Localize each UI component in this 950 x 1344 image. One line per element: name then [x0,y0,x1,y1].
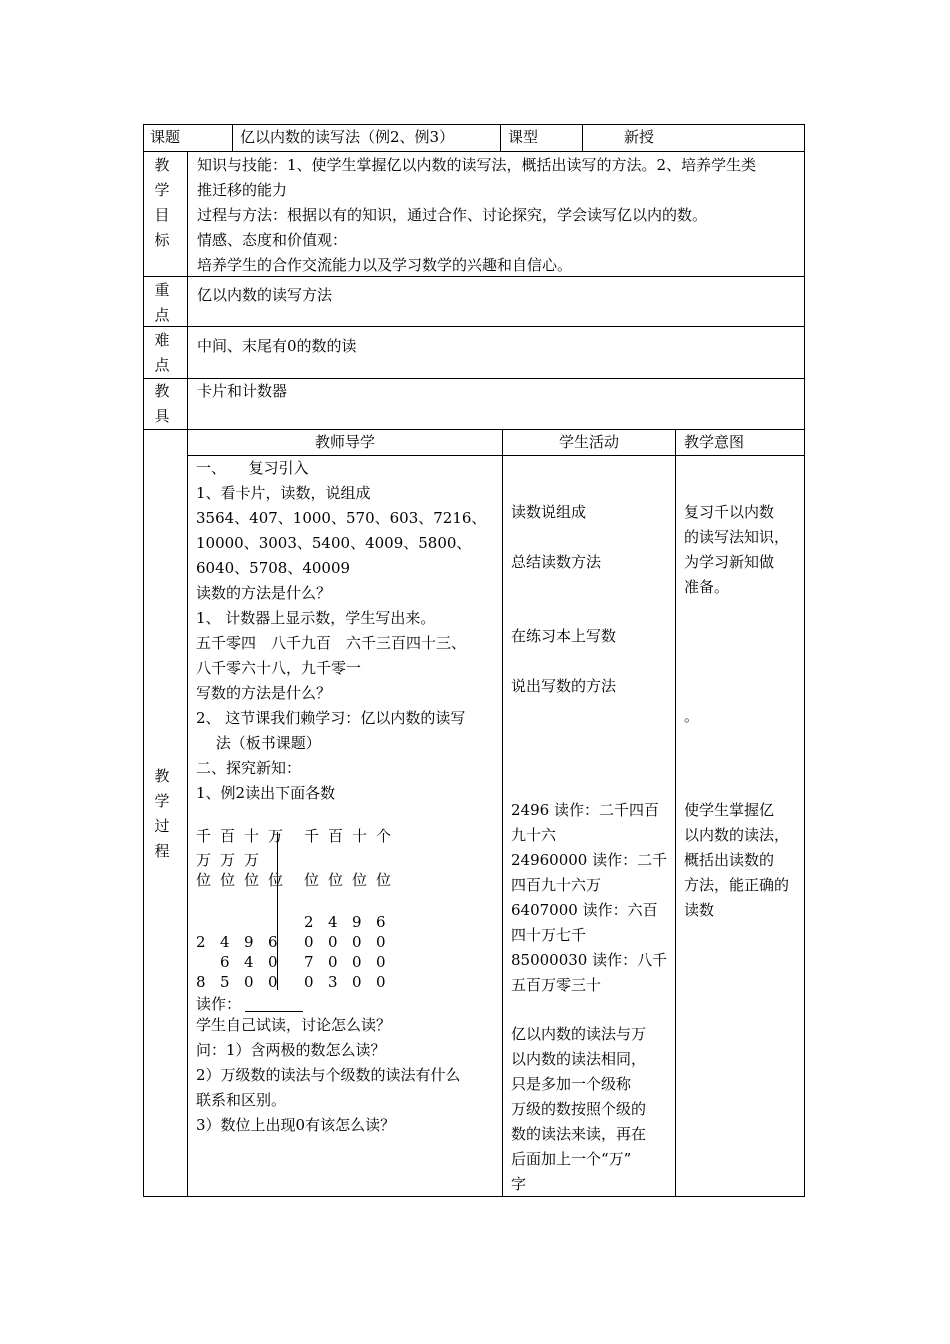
objectives-label: 教 学 目 标 [154,156,170,249]
place-wei: 位 [352,871,368,889]
col-divider [675,429,676,1197]
digit-cell: 8 [196,973,206,991]
table-border-left [143,124,144,1197]
place-value-table [188,824,502,1004]
digit-cell: 9 [244,933,254,951]
student-activity: 总结读数方法 [511,553,602,571]
student-activity: 读数说组成 [511,503,587,521]
col-divider [502,429,503,1197]
difficulty-label: 难 点 [154,331,170,374]
col-header-intent: 教学意图 [684,433,745,451]
digit-cell: 4 [220,933,230,951]
read-as-blank [245,1011,303,1012]
col-header-teacher: 教师导学 [314,433,375,451]
digit-cell: 2 [196,933,206,951]
student-activity: 说出写数的方法 [511,677,617,695]
digit-cell: 0 [376,973,386,991]
place-wei: 位 [220,871,236,889]
key-point-text: 亿以内数的读写方法 [197,286,333,304]
place-wei: 位 [376,871,392,889]
intent-mark: 。 [684,707,700,725]
digit-cell: 4 [328,913,338,931]
place-header: 十 [352,827,368,845]
type-label: 课型 [508,128,539,146]
digit-cell: 0 [352,953,362,971]
intent-review: 复习千以内数 的读写法知识， 为学习新知做 准备。 [684,503,790,596]
row-divider [143,151,805,152]
digit-cell: 0 [304,973,314,991]
digit-cell: 6 [220,953,230,971]
place-header: 百 [328,827,344,845]
table-border-right [804,124,805,1197]
student-summary: 亿以内数的读法与万 以内数的读法相同， 只是多加一个级称 万级的数按照个级的 数的读法来读，再在 后面加上一个“万” 字 [511,1025,647,1193]
teacher-guidance-discussion: 学生自己试读，讨论怎么读？ 问：1）含两极的数怎么读？ 2）万级数的读法与个级数的读法有什么 联系和区别。 3）数位上出现0有该怎么读？ [196,1016,461,1134]
place-wei: 位 [196,871,212,889]
digit-cell: 0 [352,933,362,951]
col-header-student: 学生活动 [558,433,619,451]
digit-cell: 0 [268,973,278,991]
intent-new-knowledge: 使学生掌握亿 以内数的读法， 概括出读数的 方法，能正确的 读数 [684,801,790,919]
digit-cell: 3 [328,973,338,991]
digit-cell: 0 [304,933,314,951]
col-divider [232,124,233,152]
place-header: 千 [196,827,212,845]
place-wan: 万 [220,851,236,869]
tools-label: 教 具 [154,382,170,425]
topic-value: 亿以内数的读写法（例2、例3） [240,128,455,146]
digit-cell: 0 [268,953,278,971]
digit-cell: 2 [304,913,314,931]
place-wei: 位 [304,871,320,889]
place-header: 万 [268,827,284,845]
digit-cell: 0 [376,933,386,951]
read-as-label: 读作： [196,995,242,1013]
process-label: 教 学 过 程 [154,767,170,860]
place-wan: 万 [244,851,260,869]
digit-cell: 9 [352,913,362,931]
digit-cell: 6 [268,933,278,951]
topic-label: 课题 [150,128,181,146]
type-value: 新授 [624,128,655,146]
objectives-text: 知识与技能：1、使学生掌握亿以内数的读写法，概括出读写的方法。2、培养学生类 推迁移的能力 过程与方法：根据以有的知识，通过合作、讨论探究，学会读写亿以内的数。 情感、态度和价值观： 培养学生的合作交流能力以及学习数学的兴趣和自信心。 [197,156,757,274]
digit-cell: 0 [376,953,386,971]
digit-cell: 5 [220,973,230,991]
place-header: 十 [244,827,260,845]
digit-cell: 4 [244,953,254,971]
digit-cell: 0 [328,933,338,951]
difficulty-text: 中间、末尾有0的数的读 [197,337,357,355]
place-header: 百 [220,827,236,845]
place-header: 千 [304,827,320,845]
teacher-guidance: 一、 复习引入 1、看卡片，读数，说组成 3564、407、1000、570、603、7216、 10000、3003、5400、4009、5800、 6040、5708、40009 读数的方法是什么？ 1、 计数器上显示数，学生写出来。 五千零四 八千九百 六千三百四十三、 八千零六十八，九千零一 写数的方法是什么？ 2、 这节课我们赖学习：亿以内数的读写 法（板书课题） 二、探究新知： 1、例2读出下面各数 [196,459,487,802]
key-point-label: 重 点 [154,281,170,324]
digit-cell: 0 [352,973,362,991]
place-wei: 位 [268,871,284,889]
place-wei: 位 [328,871,344,889]
place-header: 个 [376,827,392,845]
col-divider [187,151,188,1197]
col-divider [500,124,501,152]
col-divider [582,124,583,152]
digit-cell: 7 [304,953,314,971]
row-divider [143,326,805,327]
place-wan: 万 [196,851,212,869]
place-wei: 位 [244,871,260,889]
table-border-bottom [143,1196,805,1197]
digit-cell: 0 [244,973,254,991]
student-readings: 2496 读作：二千四百 九十六 24960000 读作：二千 四百九十六万 6407000 读作：六百 四十万七千 85000030 读作：八千 五百万零三十 [511,801,668,994]
digit-cell: 0 [328,953,338,971]
digit-cell: 6 [376,913,386,931]
tools-text: 卡片和计数器 [197,382,288,400]
student-activity: 在练习本上写数 [511,627,617,645]
